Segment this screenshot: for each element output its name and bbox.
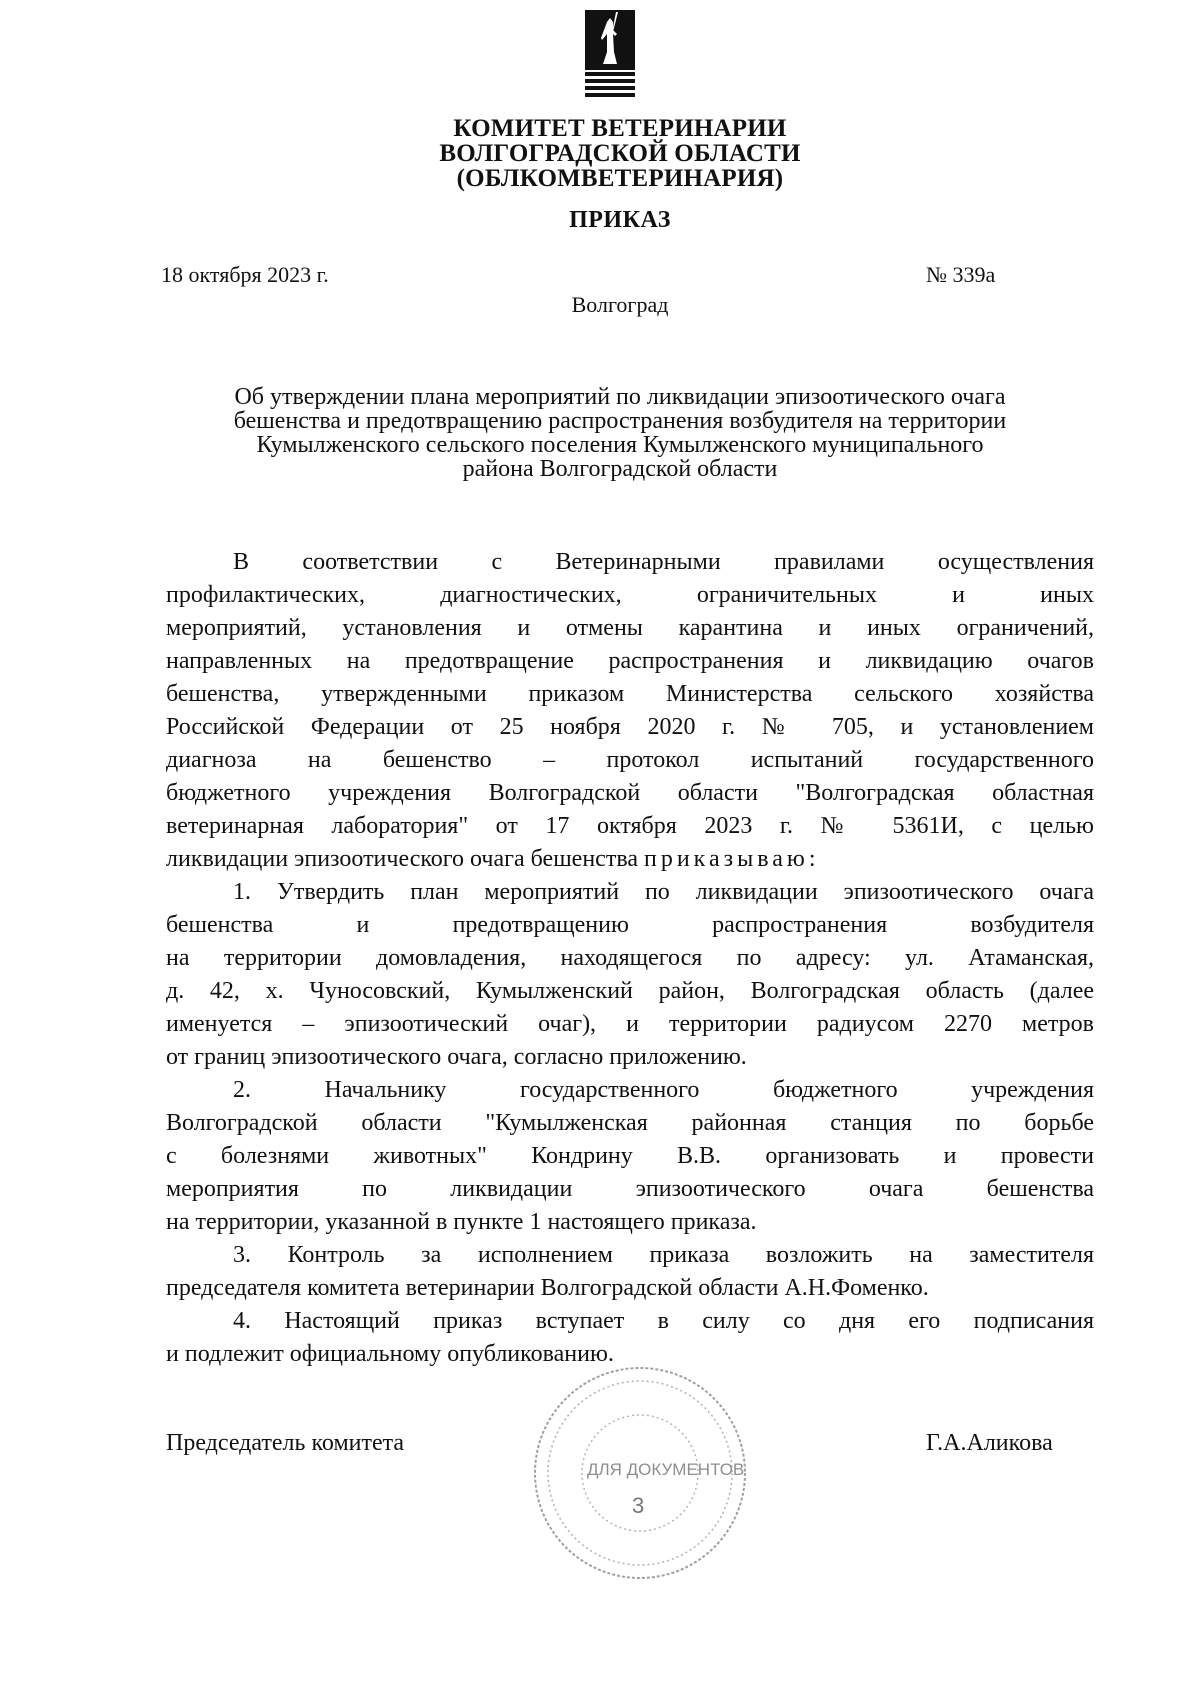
subject-line: Об утверждении плана мероприятий по ликвидации эпизоотического очага [234, 384, 1006, 410]
subject-line: Кумылженского сельского поселения Кумылженского муниципального [256, 432, 984, 458]
item2-line: мероприятия по ликвидации эпизоотического очага бешенства [166, 1176, 1094, 1202]
item1-line: именуется – эпизоотический очаг), и территории радиусом 2270 метров [166, 1011, 1094, 1037]
organization-name-line1: КОМИТЕТ ВЕТЕРИНАРИИ [453, 115, 787, 142]
organization-name-line2: ВОЛГОГРАДСКОЙ ОБЛАСТИ [439, 140, 801, 167]
order-number: № 339а [926, 262, 996, 287]
item2-line: 2. Начальнику государственного бюджетного учреждения [233, 1077, 1094, 1103]
order-subject [160, 385, 1080, 481]
document-type-title: ПРИКАЗ [569, 207, 671, 233]
organization-abbreviation: (ОБЛКОМВЕТЕРИНАРИЯ) [456, 165, 784, 192]
item3-line: 3. Контроль за исполнением приказа возложить на заместителя [233, 1242, 1094, 1268]
stamp-text: ДЛЯ ДОКУМЕНТОВ [587, 1460, 745, 1479]
preamble-line: профилактических, диагностических, ограничительных и иных [166, 582, 1094, 608]
order-city: Волгоград [571, 292, 669, 317]
item2-line: Волгоградской области "Кумылженская районная станция по борьбе [166, 1110, 1094, 1136]
signatory-name: Г.А.Аликова [926, 1430, 1053, 1456]
item3-line: председателя комитета ветеринарии Волгоградской области А.Н.Фоменко. [166, 1275, 929, 1301]
preamble-line: ликвидации эпизоотического очага бешенства [166, 846, 644, 872]
item1-line: д. 42, х. Чуносовский, Кумылженский район, Волгоградская область (далее [166, 978, 1094, 1004]
preamble-last-line [166, 847, 1094, 871]
item2-line: с болезнями животных" Кондрину В.В. организовать и провести [166, 1143, 1094, 1169]
preamble-line: направленных на предотвращение распространения и ликвидацию очагов [166, 648, 1094, 674]
order-word: приказываю: [643, 846, 820, 872]
official-stamp [525, 1358, 755, 1588]
preamble-line: бешенства, утвержденными приказом Министерства сельского хозяйства [166, 681, 1094, 707]
preamble-line: ветеринарная лаборатория" от 17 октября 2023 г. № 5361И, с целью [166, 813, 1094, 839]
subject-line: бешенства и предотвращению распространения возбудителя на территории [233, 408, 1007, 434]
subject-line: района Волгоградской области [462, 456, 778, 482]
item1-line: на территории домовладения, находящегося по адресу: ул. Атаманская, [166, 945, 1094, 971]
item1-line: от границ эпизоотического очага, согласно приложению. [166, 1044, 747, 1070]
preamble-line: Российской Федерации от 25 ноября 2020 г. № 705, и установлением [166, 714, 1094, 740]
item4-line: 4. Настоящий приказ вступает в силу со дня его подписания [233, 1308, 1094, 1334]
item2-line: на территории, указанной в пункте 1 настоящего приказа. [166, 1209, 757, 1235]
item1-line: 1. Утвердить план мероприятий по ликвидации эпизоотического очага [233, 879, 1094, 905]
order-date: 18 октября 2023 г. [161, 262, 329, 287]
preamble-line: диагноза на бешенство – протокол испытаний государственного [166, 747, 1094, 773]
stamp-number: 3 [632, 1493, 645, 1518]
item4-line: и подлежит официальному опубликованию. [166, 1341, 614, 1367]
preamble-line: мероприятий, установления и отмены карантина и иных ограничений, [166, 615, 1094, 641]
signatory-title: Председатель комитета [166, 1430, 405, 1456]
preamble-line: бюджетного учреждения Волгоградской области "Волгоградская областная [166, 780, 1094, 806]
volgograd-coat-of-arms-icon [583, 8, 637, 98]
item1-line: бешенства и предотвращению распространения возбудителя [166, 912, 1094, 938]
preamble-line: В соответствии с Ветеринарными правилами осуществления [233, 549, 1094, 575]
